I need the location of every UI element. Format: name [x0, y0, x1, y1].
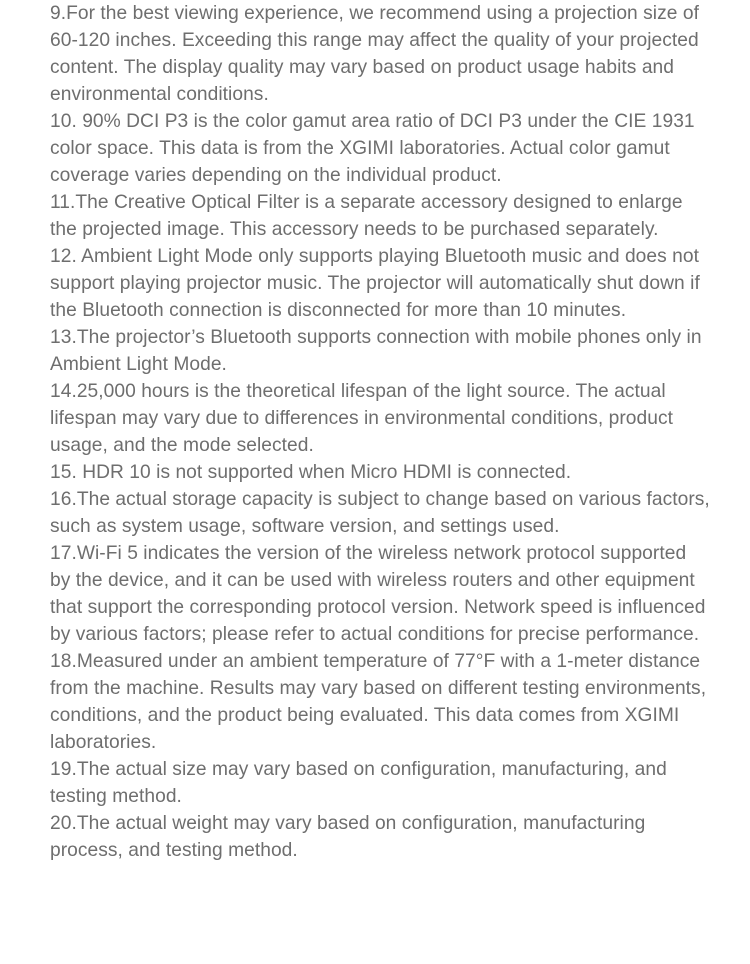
- footnote-14: 14.25,000 hours is the theoretical lifespan of the light source. The actual lifespan may vary due to differences in environmental conditions, product usage, and the mode selected.: [50, 381, 673, 456]
- footnote-20: 20.The actual weight may vary based on configuration, manufacturing process, and testing method.: [50, 813, 646, 861]
- footnote-9: 9.For the best viewing experience, we recommend using a projection size of 60-120 inches. Exceeding this range may affect the quality of your projected content. The display quality may vary based on product usage habits and environmental conditions.: [50, 3, 699, 105]
- footnote-17: 17.Wi-Fi 5 indicates the version of the wireless network protocol supported by the device, and it can be used with wireless routers and other equipment that support the corresponding protocol version. Network speed is influenced by various factors; please refer to actual conditions for precise performance.: [50, 543, 706, 645]
- footnote-11: 11.The Creative Optical Filter is a separate accessory designed to enlarge the projected image. This accessory needs to be purchased separately.: [50, 192, 683, 240]
- footnote-16: 16.The actual storage capacity is subject to change based on various factors, such as system usage, software version, and settings used.: [50, 489, 710, 537]
- footnote-15: 15. HDR 10 is not supported when Micro HDMI is connected.: [50, 462, 572, 483]
- footnotes-list: [50, 0, 710, 864]
- footnote-12: 12. Ambient Light Mode only supports playing Bluetooth music and does not support playing projector music. The projector will automatically shut down if the Bluetooth connection is disconnected for more than 10 minutes.: [50, 246, 700, 321]
- footnote-10: 10. 90% DCI P3 is the color gamut area ratio of DCI P3 under the CIE 1931 color space. This data is from the XGIMI laboratories. Actual color gamut coverage varies depending on the individual product.: [50, 111, 695, 186]
- footnote-19: 19.The actual size may vary based on configuration, manufacturing, and testing method.: [50, 759, 667, 807]
- footnote-18: 18.Measured under an ambient temperature of 77°F with a 1-meter distance from the machine. Results may vary based on different testing environments, conditions, and the product being evaluated. This data comes from XGIMI laboratories.: [50, 651, 707, 753]
- footnote-13: 13.The projector’s Bluetooth supports connection with mobile phones only in Ambient Light Mode.: [50, 327, 702, 375]
